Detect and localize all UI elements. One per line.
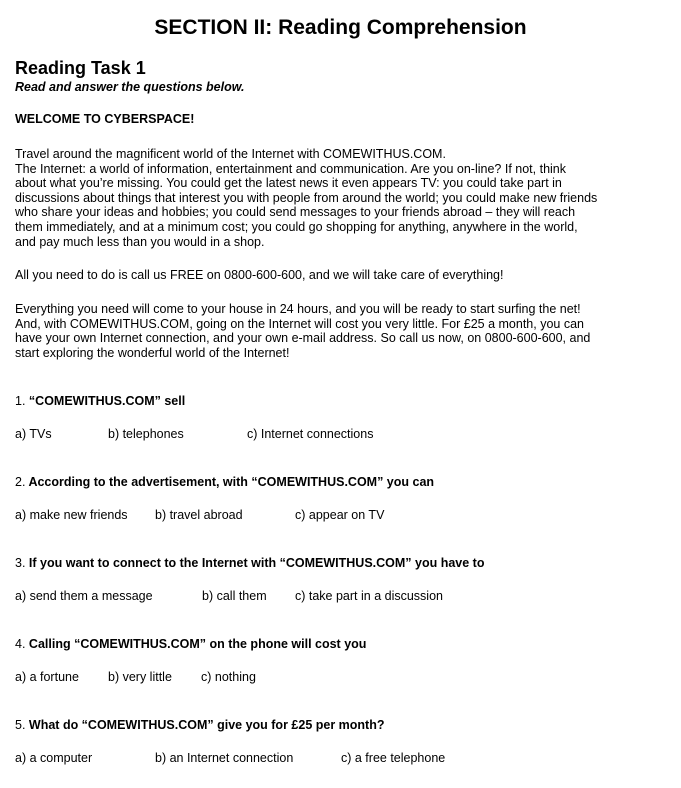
passage-line: And, with COMEWITHUS.COM, going on the Internet will cost you very little. For £25 a month, you can [15, 316, 584, 331]
task-title: Reading Task 1 [15, 58, 146, 78]
answer-option[interactable]: c) Internet connections [247, 427, 374, 441]
passage-line: have your own Internet connection, and your own e-mail address. So call us now, on 0800-600-600, and [15, 331, 591, 346]
passage-line: who share your ideas and hobbies; you could send messages to your friends abroad – they will reach [15, 205, 576, 220]
question-5-options [15, 751, 655, 767]
question-text: According to the advertisement, with “COMEWITHUS.COM” you can [28, 475, 435, 489]
passage-paragraph-1 [15, 147, 625, 249]
passage-line: discussions about things that interest you with people from around the world; you could make new friends [15, 190, 598, 205]
question-4 [15, 637, 366, 651]
question-1-options [15, 427, 655, 443]
question-number: 2. [15, 475, 26, 489]
answer-option[interactable]: a) a fortune [15, 670, 79, 684]
task-instructions: Read and answer the questions below. [15, 80, 245, 94]
question-2-options [15, 508, 655, 524]
question-3 [15, 556, 484, 570]
answer-option[interactable]: c) nothing [201, 670, 256, 684]
question-2 [15, 475, 434, 489]
answer-option[interactable]: b) travel abroad [155, 508, 243, 522]
question-number: 5. [15, 718, 26, 732]
passage-line: them immediately, and at a minimum cost; you could go shopping for anything, anywhere in the world, [15, 219, 578, 234]
section-title: SECTION II: Reading Comprehension [154, 16, 527, 39]
question-4-options [15, 670, 655, 686]
answer-option[interactable]: a) TVs [15, 427, 52, 441]
passage-line: start exploring the wonderful world of the Internet! [15, 345, 290, 360]
passage-line: and pay much less than you would in a shop. [15, 234, 265, 249]
answer-option[interactable]: c) appear on TV [295, 508, 385, 522]
passage-heading: WELCOME TO CYBERSPACE! [15, 112, 195, 126]
answer-option[interactable]: b) telephones [108, 427, 184, 441]
answer-option[interactable]: b) very little [108, 670, 172, 684]
passage-line: Travel around the magnificent world of the Internet with COMEWITHUS.COM. [15, 147, 446, 161]
passage-paragraph-3 [15, 302, 625, 360]
answer-option[interactable]: a) a computer [15, 751, 93, 765]
question-1 [15, 394, 185, 408]
question-5 [15, 718, 384, 732]
answer-option[interactable]: a) send them a message [15, 589, 153, 603]
answer-option[interactable]: b) an Internet connection [155, 751, 294, 765]
answer-option[interactable]: c) take part in a discussion [295, 589, 443, 603]
answer-option[interactable]: b) call them [202, 589, 267, 603]
answer-option[interactable]: a) make new friends [15, 508, 128, 522]
passage-paragraph-2: All you need to do is call us FREE on 0800-600-600, and we will take care of everything! [15, 268, 504, 282]
passage-line: Everything you need will come to your house in 24 hours, and you will be ready to start surfing the net! [15, 302, 581, 316]
question-text: If you want to connect to the Internet with “COMEWITHUS.COM” you have to [28, 556, 485, 570]
question-text: Calling “COMEWITHUS.COM” on the phone will cost you [28, 637, 367, 651]
question-text: “COMEWITHUS.COM” sell [28, 394, 186, 408]
passage-line: The Internet: a world of information, entertainment and communication. Are you on-line? If not, think [15, 161, 566, 176]
passage-line: about what you’re missing. You could get the latest news it even appears TV: you could take part in [15, 176, 562, 191]
question-text: What do “COMEWITHUS.COM” give you for £25 per month? [28, 718, 385, 732]
question-number: 1. [15, 394, 26, 408]
question-number: 3. [15, 556, 26, 570]
question-number: 4. [15, 637, 26, 651]
answer-option[interactable]: c) a free telephone [341, 751, 446, 765]
question-3-options [15, 589, 655, 605]
